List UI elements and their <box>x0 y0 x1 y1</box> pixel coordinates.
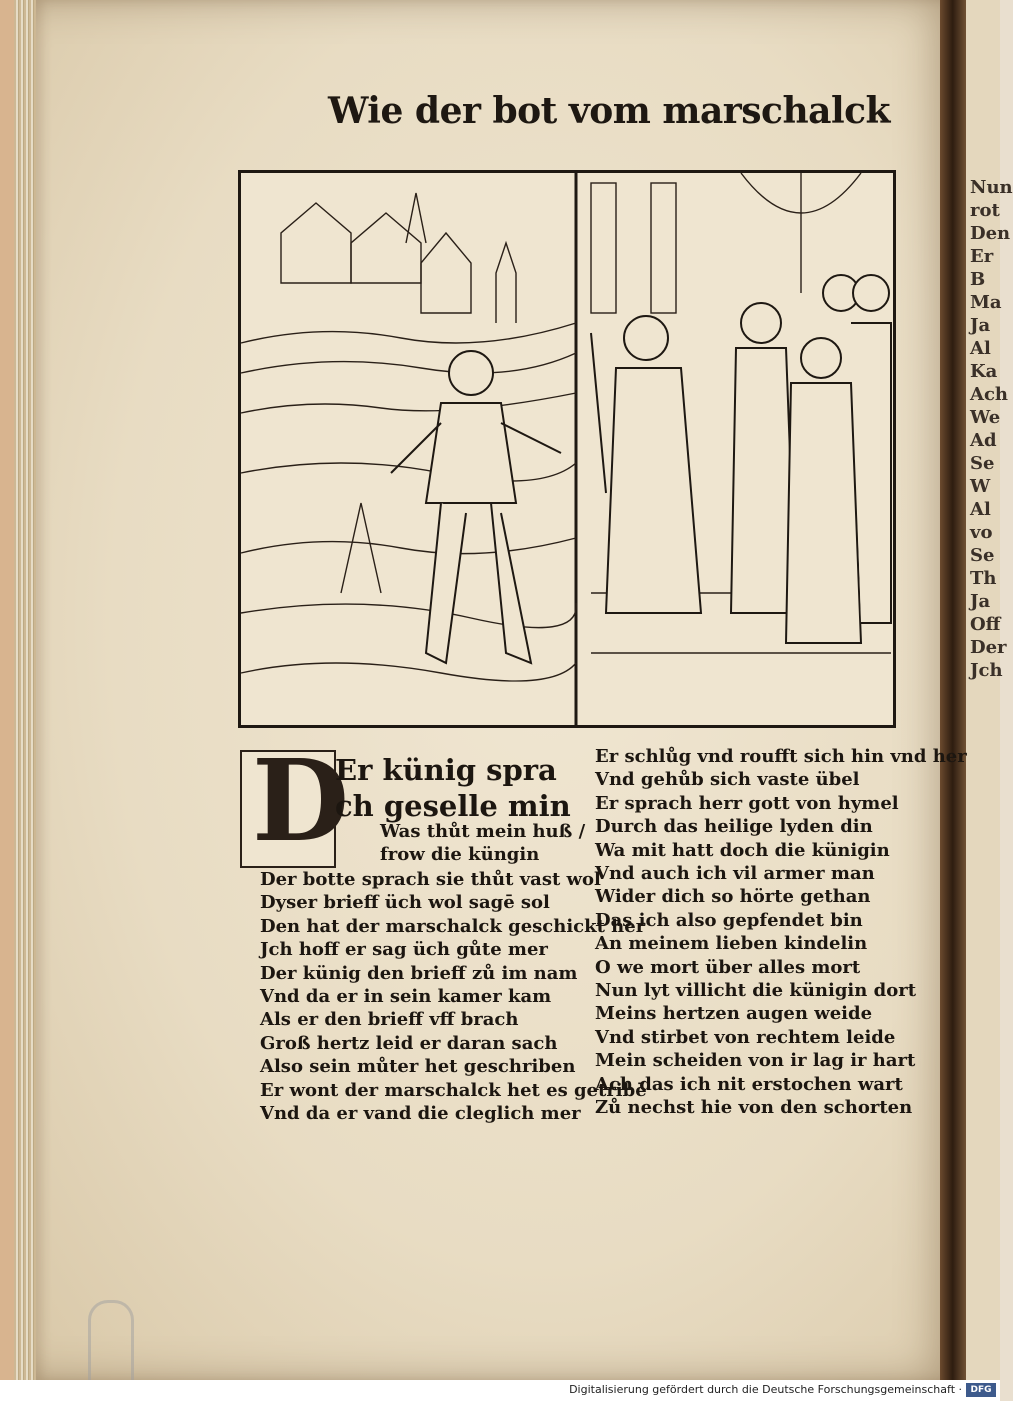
verse-line: Nun lyt villicht die künigin dort <box>595 980 917 1002</box>
facing-line-fragment: B <box>970 269 986 290</box>
opening-line: Er künig spra <box>335 753 557 787</box>
opening-lines <box>335 752 571 824</box>
facing-line-fragment: Ad <box>970 430 997 451</box>
left-column <box>260 868 647 1125</box>
verse-line: Also sein můter het geschriben <box>260 1056 576 1078</box>
verse-line: An meinem lieben kindelin <box>595 933 868 955</box>
woodcut-drawing <box>241 173 893 725</box>
verse-line: Dyser brieff üch wol sagē sol <box>260 892 550 914</box>
facing-line-fragment: Ach <box>970 384 1009 405</box>
facing-line-fragment: Jch <box>970 660 1003 681</box>
verse-line: Jch hoff er sag üch gůte mer <box>260 939 548 961</box>
facing-line-fragment: Se <box>970 545 995 566</box>
facing-line-fragment: rot <box>970 200 1000 221</box>
verse-line: Als er den brieff vff brach <box>260 1009 519 1031</box>
verse-line: O we mort über alles mort <box>595 956 861 978</box>
verse-line: Vnd auch ich vil armer man <box>595 863 875 885</box>
footer-text: Digitalisierung gefördert durch die Deutsche Forschungsgemeinschaft · <box>569 1383 962 1396</box>
facing-line-fragment: Al <box>970 338 991 359</box>
footer-bar <box>0 1380 1000 1401</box>
verse-line: Vnd da er in sein kamer kam <box>260 986 552 1008</box>
facing-line-fragment: Ka <box>970 361 998 382</box>
facing-line-fragment: Se <box>970 453 995 474</box>
facing-line-fragment: Ma <box>970 292 1002 313</box>
facing-line-fragment: Al <box>970 499 991 520</box>
verse-line: Durch das heilige lyden din <box>595 816 873 838</box>
lead-lines <box>380 820 585 867</box>
facing-line-fragment: Ja <box>970 315 991 336</box>
king-and-court-figures <box>591 275 891 643</box>
verse-line: Was thůt mein huß / <box>380 821 586 842</box>
verse-line: Das ich also gepfendet bin <box>595 909 863 931</box>
verse-line: Groß hertz leid er daran sach <box>260 1032 558 1054</box>
verse-line: Wa mit hatt doch die künigin <box>595 839 890 861</box>
verse-line: Vnd stirbet von rechtem leide <box>595 1026 896 1048</box>
verse-line: Wider dich so hörte gethan <box>595 886 871 908</box>
messenger-figure <box>391 351 561 663</box>
facing-line-fragment: Den <box>970 223 1011 244</box>
verse-line: Er wont der marschalck het es getribē <box>260 1079 647 1101</box>
facing-page <box>966 0 1013 1380</box>
verse-line: Der künig den brieff zů im nam <box>260 962 578 984</box>
facing-line-fragment: We <box>970 407 1001 428</box>
facing-page-text <box>970 176 1013 682</box>
verse-line: Er schlůg vnd roufft sich hin vnd her <box>595 746 967 767</box>
right-column <box>595 745 967 1120</box>
facing-line-fragment: Er <box>970 246 994 267</box>
verse-line: Vnd da er vand die cleglich mer <box>260 1103 581 1125</box>
facing-line-fragment: vo <box>970 522 993 543</box>
facing-line-fragment: W <box>970 476 991 497</box>
dfg-logo: DFG <box>966 1383 996 1397</box>
facing-line-fragment: Nun <box>970 177 1013 198</box>
landscape-hatching <box>241 193 576 681</box>
verse-line: Ach das ich nit erstochen wart <box>595 1073 903 1095</box>
facing-line-fragment: Der <box>970 637 1007 658</box>
woodcut-illustration <box>238 170 896 728</box>
verse-line: Er sprach herr gott von hymel <box>595 792 899 814</box>
decorated-initial <box>240 736 350 868</box>
book-gutter <box>940 0 968 1380</box>
verse-line: Vnd gehůb sich vaste übel <box>595 769 860 791</box>
opening-line: ch geselle min <box>335 789 571 823</box>
paper-clip <box>88 1300 134 1383</box>
page-title: Wie der bot vom marschalck <box>328 90 890 132</box>
facing-line-fragment: Off <box>970 614 1001 635</box>
facing-line-fragment: Th <box>970 568 997 589</box>
verse-line: Meins hertzen augen weide <box>595 1003 873 1025</box>
initial-letter: D <box>252 736 350 867</box>
verse-line: Den hat der marschalck geschickt her <box>260 915 646 937</box>
verse-line: Zů nechst hie von den schorten <box>595 1097 913 1119</box>
facing-line-fragment: Ja <box>970 591 991 612</box>
verse-line: frow die küngin <box>380 844 540 866</box>
verse-line: Mein scheiden von ir lag ir hart <box>595 1050 916 1072</box>
verse-line: Der botte sprach sie thůt vast wol <box>260 869 601 890</box>
